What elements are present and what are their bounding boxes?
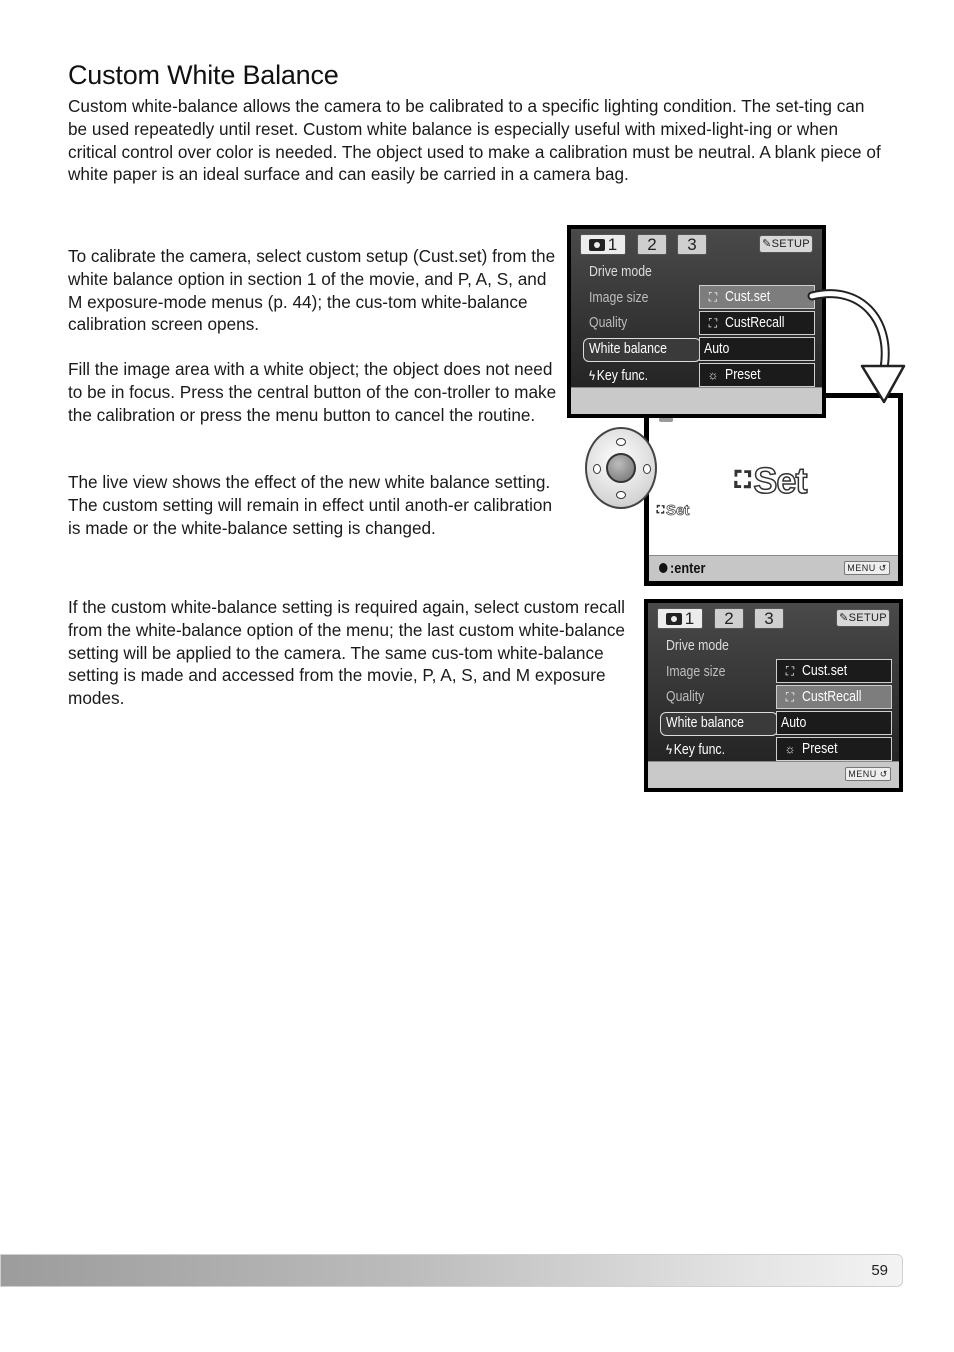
controller-right[interactable]: [643, 464, 651, 474]
menu-screen-custom-recall: [644, 599, 903, 792]
enter-hint: :enter: [659, 560, 705, 577]
intro-paragraph: Custom white-balance allows the camera to be calibrated to a specific lighting condition. The set-ting can be used repeatedly until reset. Custom white balance is especially useful with mixed-light-ing or when critical control over color is needed. The object used to make a calibration must be neutral. A blank piece of white paper is an ideal surface and can easily be carried in a camera bag.: [68, 96, 881, 185]
calibration-set-indicator: ⛶ Set: [657, 502, 690, 519]
sun-icon: ☼: [784, 742, 796, 756]
controller-up[interactable]: [616, 438, 626, 446]
option-preset[interactable]: ☼ Preset: [776, 737, 892, 761]
page-footer-bar: [0, 1254, 903, 1287]
menu-row-quality[interactable]: Quality: [589, 314, 628, 331]
menu-button[interactable]: MENU ↺: [844, 561, 890, 575]
tab-3[interactable]: 3: [677, 234, 707, 255]
page-title: Custom White Balance: [68, 60, 339, 90]
option-cust-set[interactable]: ⛶ Cust.set: [699, 285, 815, 309]
custom-white-balance-icon: ⛶: [657, 505, 664, 516]
option-cust-recall[interactable]: ⛶ CustRecall: [699, 311, 815, 335]
tab-2[interactable]: 2: [714, 608, 744, 629]
paragraph-recall: If the custom white-balance setting is required again, select custom recall from the white-balance option of the menu; the last custom white-balance setting will be applied to the camera. The same cus-tom white-balance setting is made and accessed from the movie, P, A, S, and M exposure modes.: [68, 597, 625, 709]
flash-icon: ϟ: [589, 367, 596, 383]
menu-row-white-balance[interactable]: White balance: [589, 340, 667, 357]
menu-row-white-balance[interactable]: White balance: [666, 714, 744, 731]
menu-screen-custom-set: [567, 225, 826, 418]
option-cust-set[interactable]: ⛶ Cust.set: [776, 659, 892, 683]
flash-icon: ϟ: [666, 741, 673, 757]
controller-down[interactable]: [616, 491, 626, 499]
menu-footer: [571, 387, 822, 414]
wrench-icon: ✎: [839, 612, 849, 624]
tab-setup[interactable]: ✎SETUP: [836, 609, 890, 627]
sun-icon: ☼: [707, 368, 719, 382]
camera-icon: [666, 613, 682, 625]
menu-row-key-func[interactable]: ϟ Key func.: [589, 367, 649, 384]
option-auto[interactable]: Auto: [776, 711, 892, 735]
custom-white-balance-icon: ⛶: [708, 316, 718, 330]
tab-1[interactable]: 1: [657, 608, 703, 629]
controller-center-button[interactable]: [606, 453, 636, 483]
tab-3[interactable]: 3: [754, 608, 784, 629]
curved-arrow: [800, 280, 910, 410]
menu-row-key-func[interactable]: ϟ Key func.: [666, 741, 726, 758]
tab-1[interactable]: 1: [580, 234, 626, 255]
custom-white-balance-icon: ⛶: [735, 467, 750, 492]
menu-row-image-size[interactable]: Image size: [666, 663, 726, 680]
controller-left[interactable]: [593, 464, 601, 474]
paragraph-calibrate: To calibrate the camera, select custom setup (Cust.set) from the white balance option in section 1 of the movie, and P, A, S, and M exposure-mode menus (p. 44); the cus-tom white-balance calibration screen opens.: [68, 246, 556, 335]
option-auto[interactable]: Auto: [699, 337, 815, 361]
paragraph-fill: Fill the image area with a white object; the object does not need to be in focus. Press the central button of the con-troller to make the calibration or press the menu button to cancel the routine.: [68, 359, 557, 425]
menu-row-quality[interactable]: Quality: [666, 688, 705, 705]
calibration-set-label: ⛶ Set: [735, 460, 807, 501]
menu-row-image-size[interactable]: Image size: [589, 289, 649, 306]
tab-setup[interactable]: ✎SETUP: [759, 235, 813, 253]
calibration-screen: [644, 393, 903, 586]
calibration-footer: [649, 555, 898, 581]
menu-row-drive-mode[interactable]: Drive mode: [589, 263, 652, 280]
custom-white-balance-icon: ⛶: [708, 290, 718, 304]
option-cust-recall[interactable]: ⛶ CustRecall: [776, 685, 892, 709]
paragraph-live-view: The live view shows the effect of the new white balance setting. The custom setting will remain in effect until anoth-er calibration is made or the white-balance setting is changed.: [68, 472, 553, 538]
controller-dial[interactable]: [585, 427, 657, 509]
center-button-icon: [659, 563, 668, 573]
custom-white-balance-icon: ⛶: [785, 664, 795, 678]
option-preset[interactable]: ☼ Preset: [699, 363, 815, 387]
page-number: 59: [871, 1262, 888, 1279]
wrench-icon: ✎: [762, 238, 772, 250]
tab-2[interactable]: 2: [637, 234, 667, 255]
custom-white-balance-icon: ⛶: [785, 690, 795, 704]
menu-button[interactable]: MENU ↺: [845, 767, 891, 781]
menu-row-drive-mode[interactable]: Drive mode: [666, 637, 729, 654]
camera-icon: [589, 239, 605, 251]
menu-footer: [648, 761, 899, 788]
